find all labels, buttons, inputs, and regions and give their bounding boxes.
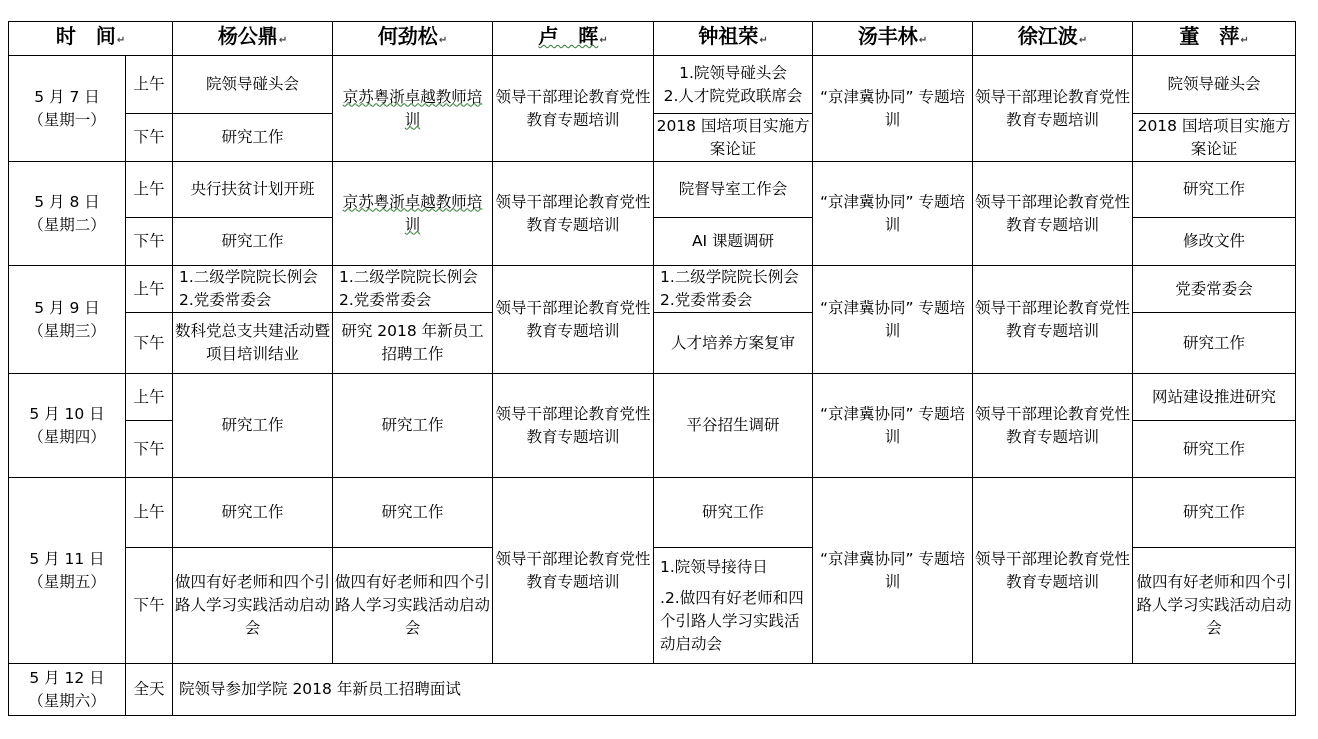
cell-yang-am: 院领导碰头会	[173, 56, 333, 114]
cell-dong-pm: 2018 国培项目实施方案论证	[1133, 114, 1296, 162]
cell-lu: 领导干部理论教育党性教育专题培训	[493, 478, 654, 664]
cell-he-pm: 做四有好老师和四个引路人学习实践活动启动会	[333, 548, 493, 664]
am-label: 上午	[126, 478, 173, 548]
cell-zhong-pm: 2018 国培项目实施方案论证	[654, 114, 813, 162]
cell-tang: “京津冀协同” 专题培训	[813, 56, 973, 162]
cell-yang-pm: 做四有好老师和四个引路人学习实践活动启动会	[173, 548, 333, 664]
cell-lu: 领导干部理论教育党性教育专题培训	[493, 162, 654, 266]
cell-tang: “京津冀协同” 专题培训	[813, 266, 973, 374]
cell-dong-am: 党委常委会	[1133, 266, 1296, 313]
cell-dong-am: 研究工作	[1133, 162, 1296, 218]
cell-he-am: 研究工作	[333, 478, 493, 548]
day-row-allday	[9, 664, 1296, 716]
cell-yang-am: 央行扶贫计划开班	[173, 162, 333, 218]
date-cell: 5 月 11 日 （星期五）	[9, 478, 126, 664]
day-row-am	[9, 162, 1296, 218]
cell-yang-pm: 研究工作	[173, 114, 333, 162]
cell-xu: 领导干部理论教育党性教育专题培训	[973, 266, 1133, 374]
header-name: 杨公鼎↵	[173, 22, 333, 56]
day-row-am	[9, 478, 1296, 548]
cell-zhong-am: 1.二级学院院长例会 2.党委常委会	[654, 266, 813, 313]
cell-zhong-pm: AI 课题调研	[654, 218, 813, 266]
am-label: 上午	[126, 266, 173, 313]
cell-zhong-pm: 人才培养方案复审	[654, 313, 813, 374]
cell-dong-pm: 做四有好老师和四个引路人学习实践活动启动会	[1133, 548, 1296, 664]
cell-zhong-am: 院督导室工作会	[654, 162, 813, 218]
header-name: 钟祖荣↵	[654, 22, 813, 56]
cell-tang: “京津冀协同” 专题培训	[813, 478, 973, 664]
cell-dong-am: 网站建设推进研究	[1133, 374, 1296, 421]
allday-label: 全天	[126, 664, 173, 716]
pm-label: 下午	[126, 548, 173, 664]
header-name: 徐江波↵	[973, 22, 1133, 56]
cell-zhong-am: 1.院领导碰头会 2.人才院党政联席会	[654, 56, 813, 114]
date-cell: 5 月 10 日 （星期四）	[9, 374, 126, 478]
cell-yang-pm: 数科党总支共建活动暨项目培训结业	[173, 313, 333, 374]
cell-zhong-pm: 1.院领导接待日 .2.做四有好老师和四个引路人学习实践活动启动会	[654, 548, 813, 664]
am-label: 上午	[126, 56, 173, 114]
cell-xu: 领导干部理论教育党性教育专题培训	[973, 374, 1133, 478]
header-row	[9, 22, 1296, 56]
day-row-am	[9, 56, 1296, 114]
cell-he: 京苏粤浙卓越教师培 训	[333, 56, 493, 162]
cell-dong-pm: 研究工作	[1133, 313, 1296, 374]
date-cell: 5 月 8 日 （星期二）	[9, 162, 126, 266]
cell-tang: “京津冀协同” 专题培训	[813, 374, 973, 478]
header-name: 汤丰林↵	[813, 22, 973, 56]
cell-he-am: 1.二级学院院长例会 2.党委常委会	[333, 266, 493, 313]
date-cell: 5 月 7 日 （星期一）	[9, 56, 126, 162]
cell-dong-pm: 修改文件	[1133, 218, 1296, 266]
cell-lu: 领导干部理论教育党性教育专题培训	[493, 374, 654, 478]
am-label: 上午	[126, 374, 173, 421]
cell-zhong: 平谷招生调研	[654, 374, 813, 478]
cell-yang-am: 研究工作	[173, 478, 333, 548]
header-name: 何劲松↵	[333, 22, 493, 56]
cell-xu: 领导干部理论教育党性教育专题培训	[973, 478, 1133, 664]
cell-xu: 领导干部理论教育党性教育专题培训	[973, 56, 1133, 162]
cell-lu: 领导干部理论教育党性教育专题培训	[493, 56, 654, 162]
pm-label: 下午	[126, 421, 173, 478]
am-label: 上午	[126, 162, 173, 218]
cell-dong-am: 研究工作	[1133, 478, 1296, 548]
cell-yang: 研究工作	[173, 374, 333, 478]
date-cell: 5 月 9 日 （星期三）	[9, 266, 126, 374]
cell-xu: 领导干部理论教育党性教育专题培训	[973, 162, 1133, 266]
cell-lu: 领导干部理论教育党性教育专题培训	[493, 266, 654, 374]
cell-dong-am: 院领导碰头会	[1133, 56, 1296, 114]
schedule-table	[8, 21, 1296, 716]
cell-yang-pm: 研究工作	[173, 218, 333, 266]
date-cell: 5 月 12 日 （星期六）	[9, 664, 126, 716]
cell-tang: “京津冀协同” 专题培训	[813, 162, 973, 266]
header-name: 董 萍↵	[1133, 22, 1296, 56]
cell-yang-am: 1.二级学院院长例会 2.党委常委会	[173, 266, 333, 313]
pm-label: 下午	[126, 114, 173, 162]
day-row-am	[9, 266, 1296, 313]
cell-he-pm: 研究 2018 年新员工招聘工作	[333, 313, 493, 374]
cell-zhong-am: 研究工作	[654, 478, 813, 548]
cell-he: 研究工作	[333, 374, 493, 478]
cell-he: 京苏粤浙卓越教师培 训	[333, 162, 493, 266]
header-time: 时 间↵	[9, 22, 173, 56]
pm-label: 下午	[126, 218, 173, 266]
cell-allday-event: 院领导参加学院 2018 年新员工招聘面试	[173, 664, 1296, 716]
pm-label: 下午	[126, 313, 173, 374]
header-name: 卢 晖↵	[493, 22, 654, 56]
day-row-am	[9, 374, 1296, 421]
cell-dong-pm: 研究工作	[1133, 421, 1296, 478]
